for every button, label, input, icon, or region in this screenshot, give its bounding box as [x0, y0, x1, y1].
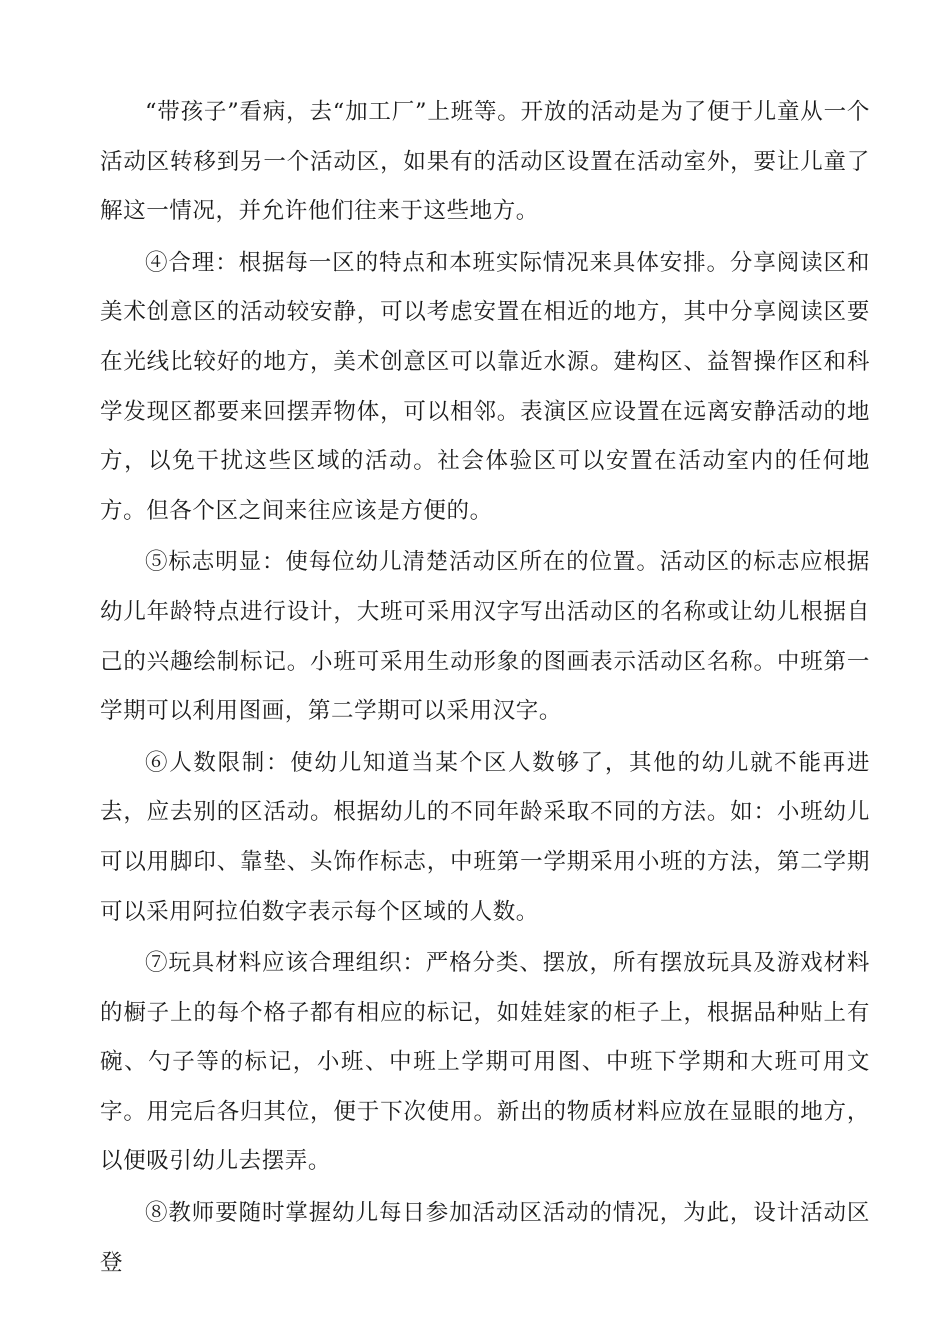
- paragraph-item-8-teacher-tracking: ⑧教师要随时掌握幼儿每日参加活动区活动的情况，为此，设计活动区登: [100, 1200, 870, 1276]
- paragraph-item-6-headcount-limit: ⑥人数限制：使幼儿知道当某个区人数够了，其他的幼儿就不能再进去，应去别的区活动。根据幼儿的不同年龄采取不同的方法。如：小班幼儿可以用脚印、靠垫、头饰作标志，中班第一学期采用小班的方法，第二学期可以采用阿拉伯数字表示每个区域的人数。: [100, 749, 870, 925]
- paragraph-item-5-clear-signs: ⑤标志明显：使每位幼儿清楚活动区所在的位置。活动区的标志应根据幼儿年龄特点进行设计，大班可采用汉字写出活动区的名称或让幼儿根据自己的兴趣绘制标记。小班可采用生动形象的图画表示活动区名称。中班第一学期可以利用图画，第二学期可以采用汉字。: [100, 549, 870, 725]
- document-body: [100, 88, 870, 1290]
- paragraph-continuation: “带孩子”看病，去“加工厂”上班等。开放的活动是为了便于儿童从一个活动区转移到另一个活动区，如果有的活动区设置在活动室外，要让儿童了解这一情况，并允许他们往来于这些地方。: [100, 99, 870, 225]
- paragraph-item-7-toy-materials: ⑦玩具材料应该合理组织：严格分类、摆放，所有摆放玩具及游戏材料的橱子上的每个格子都有相应的标记，如娃娃家的柜子上，根据品种贴上有碗、勺子等的标记，小班、中班上学期可用图、中班下学期和大班可用文字。用完后各归其位，便于下次使用。新出的物质材料应放在显眼的地方，以便吸引幼儿去摆弄。: [100, 950, 870, 1175]
- paragraph-item-4-reasonable: ④合理：根据每一区的特点和本班实际情况来具体安排。分享阅读区和美术创意区的活动较安静，可以考虑安置在相近的地方，其中分享阅读区要在光线比较好的地方，美术创意区可以靠近水源。建构区、益智操作区和科学发现区都要来回摆弄物体，可以相邻。表演区应设置在远离安静活动的地方，以免干扰这些区域的活动。社会体验区可以安置在活动室内的任何地方。但各个区之间来往应该是方便的。: [100, 249, 870, 524]
